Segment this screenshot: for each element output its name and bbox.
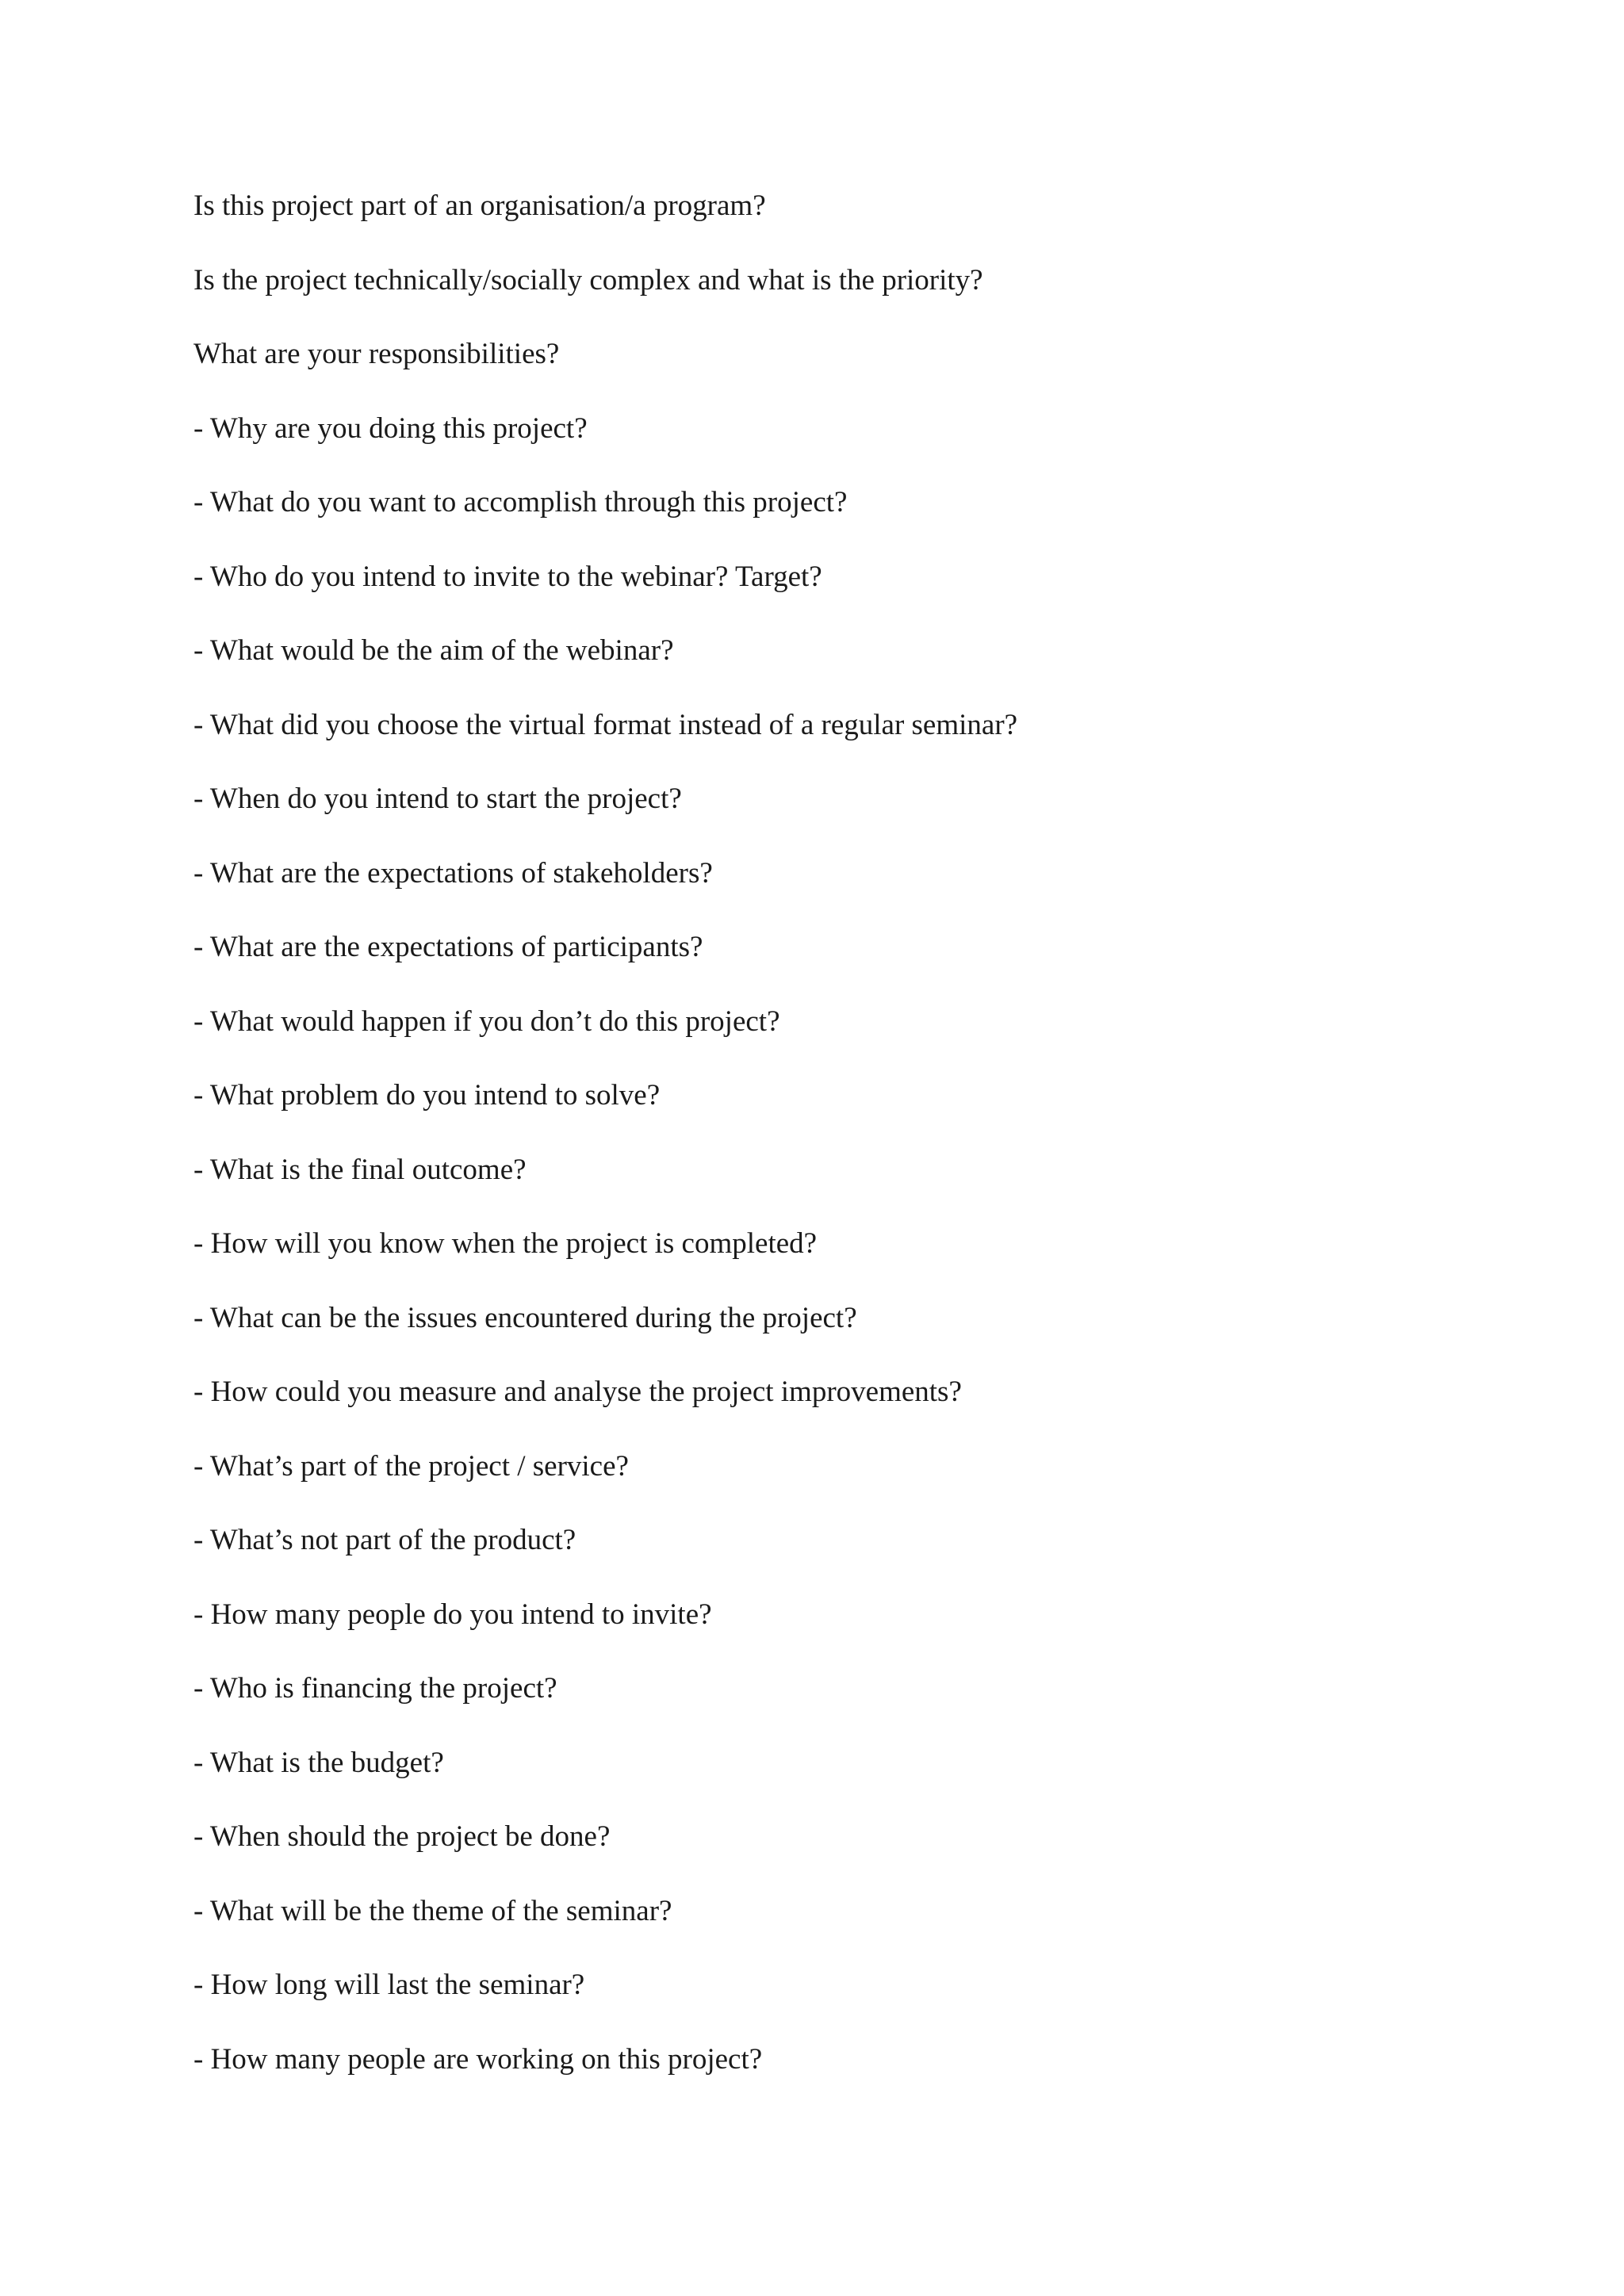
question-line: - Who is financing the project? bbox=[193, 1672, 557, 1705]
question-line: - What do you want to accomplish through this project? bbox=[193, 486, 848, 519]
question-line: - When do you intend to start the project? bbox=[193, 783, 682, 815]
question-line: - What problem do you intend to solve? bbox=[193, 1079, 661, 1112]
question-line: - What’s not part of the product? bbox=[193, 1524, 576, 1556]
question-list bbox=[193, 189, 1017, 2116]
question-line: - Who do you intend to invite to the webinar? Target? bbox=[193, 560, 822, 593]
question-line: - When should the project be done? bbox=[193, 1820, 611, 1853]
question-line: - What would be the aim of the webinar? bbox=[193, 634, 674, 667]
question-line: - How many people do you intend to invite? bbox=[193, 1598, 712, 1631]
question-line: - What’s part of the project / service? bbox=[193, 1449, 629, 1483]
question-line: - How could you measure and analyse the project improvements? bbox=[193, 1376, 962, 1408]
question-line: - Why are you doing this project? bbox=[193, 411, 588, 445]
question-line: Is the project technically/socially complex and what is the priority? bbox=[193, 263, 983, 297]
question-line: - What are the expectations of stakeholders? bbox=[193, 856, 713, 890]
question-line: - What did you choose the virtual format instead of a regular seminar? bbox=[193, 708, 1018, 741]
question-line: What are your responsibilities? bbox=[193, 338, 560, 370]
question-line: - What will be the theme of the seminar? bbox=[193, 1894, 672, 1927]
question-line: - What can be the issues encountered during the project? bbox=[193, 1301, 857, 1334]
question-line: - How will you know when the project is completed? bbox=[193, 1227, 818, 1260]
question-line: - How long will last the seminar? bbox=[193, 1969, 585, 2001]
question-line: - How many people are working on this project? bbox=[193, 2042, 763, 2076]
question-line: - What is the budget? bbox=[193, 1746, 444, 1779]
question-line: - What are the expectations of participants? bbox=[193, 931, 703, 963]
question-line: Is this project part of an organisation/a program? bbox=[193, 189, 766, 222]
question-line: - What is the final outcome? bbox=[193, 1153, 527, 1186]
question-line: - What would happen if you don’t do this project? bbox=[193, 1004, 780, 1038]
